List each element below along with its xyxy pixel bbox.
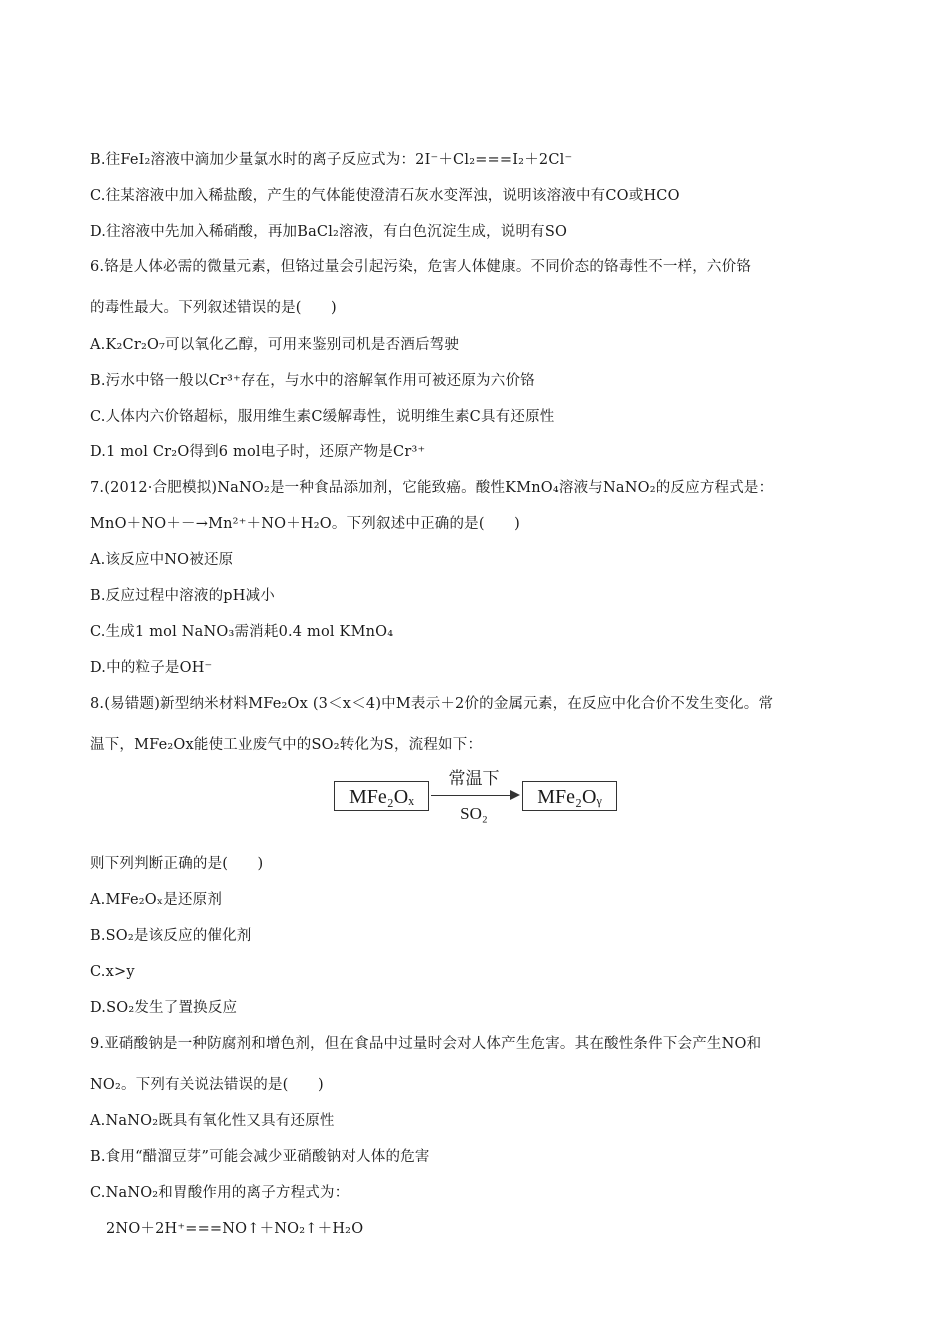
option-8d: D.SO₂发生了置换反应 <box>90 1000 238 1016</box>
option-7d: D.中的粒子是OH⁻ <box>90 660 213 676</box>
question-6-stem-cont: 的毒性最大。下列叙述错误的是( ) <box>90 300 337 316</box>
option-9c: C.NaNO₂和胃酸作用的离子方程式为： <box>90 1185 350 1201</box>
option-5c: C.往某溶液中加入稀盐酸，产生的气体能使澄清石灰水变浑浊，说明该溶液中有CO或HCO <box>90 188 680 204</box>
option-6a: A.K₂Cr₂O₇可以氧化乙醇，可用来鉴别司机是否酒后驾驶 <box>90 337 460 353</box>
arrow-head-icon <box>510 790 520 800</box>
option-6b: B.污水中铬一般以Cr³⁺存在，与水中的溶解氧作用可被还原为六价铬 <box>90 373 535 389</box>
option-9b: B.食用“醋溜豆芽”可能会减少亚硝酸钠对人体的危害 <box>90 1149 430 1165</box>
option-7c: C.生成1 mol NaNO₃需消耗0.4 mol KMnO₄ <box>90 624 394 640</box>
option-9c-equation: 2NO＋2H⁺===NO↑＋NO₂↑＋H₂O <box>106 1221 364 1237</box>
option-7b: B.反应过程中溶液的pH减小 <box>90 588 275 604</box>
option-5d: D.往溶液中先加入稀硝酸，再加BaCl₂溶液，有白色沉淀生成，说明有SO <box>90 224 568 240</box>
reaction-flow-diagram <box>334 769 618 828</box>
option-9a: A.NaNO₂既具有氧化性又具有还原性 <box>90 1113 335 1129</box>
question-8-prompt: 则下列判断正确的是( ) <box>90 856 264 872</box>
reaction-arrow <box>431 795 513 796</box>
option-8c: C.x>y <box>90 964 135 980</box>
option-6c: C.人体内六价铬超标，服用维生素C缓解毒性，说明维生素C具有还原性 <box>90 409 555 425</box>
question-7-stem: 7.(2012·合肥模拟)NaNO₂是一种食品添加剂，它能致癌。酸性KMnO₄溶液与NaNO₂的反应方程式是： <box>90 480 774 496</box>
condition-label: 常温下 <box>448 769 500 789</box>
question-9-stem-cont: NO₂。下列有关说法错误的是( ) <box>90 1077 324 1093</box>
option-8a: A.MFe₂Oₓ是还原剂 <box>90 892 223 908</box>
reagent-label: SO₂ <box>460 804 488 823</box>
question-8-stem-cont: 温下，MFe₂Ox能使工业废气中的SO₂转化为S，流程如下： <box>90 737 483 753</box>
option-7a: A.该反应中NO被还原 <box>90 552 234 568</box>
option-8b: B.SO₂是该反应的催化剂 <box>90 928 252 944</box>
option-5b: B.往FeI₂溶液中滴加少量氯水时的离子反应式为：2I⁻＋Cl₂===I₂＋2Cl⁻ <box>90 152 573 168</box>
product-box: MFe₂Oᵧ <box>522 781 617 811</box>
reactant-box: MFe₂Oₓ <box>334 781 429 811</box>
question-7-equation: MnO＋NO＋－→Mn²⁺＋NO＋H₂O。下列叙述中正确的是( ) <box>90 516 520 532</box>
question-8-stem: 8.(易错题)新型纳米材料MFe₂Ox (3＜x＜4)中M表示＋2价的金属元素，在反应中化合价不发生变化。常 <box>90 696 774 712</box>
option-6d: D.1 mol Cr₂O得到6 mol电子时，还原产物是Cr³⁺ <box>90 444 426 460</box>
question-9-stem: 9.亚硝酸钠是一种防腐剂和增色剂，但在食品中过量时会对人体产生危害。其在酸性条件下会产生NO和 <box>90 1036 762 1052</box>
question-6-stem: 6.铬是人体必需的微量元素，但铬过量会引起污染，危害人体健康。不同价态的铬毒性不一样，六价铬 <box>90 259 752 275</box>
